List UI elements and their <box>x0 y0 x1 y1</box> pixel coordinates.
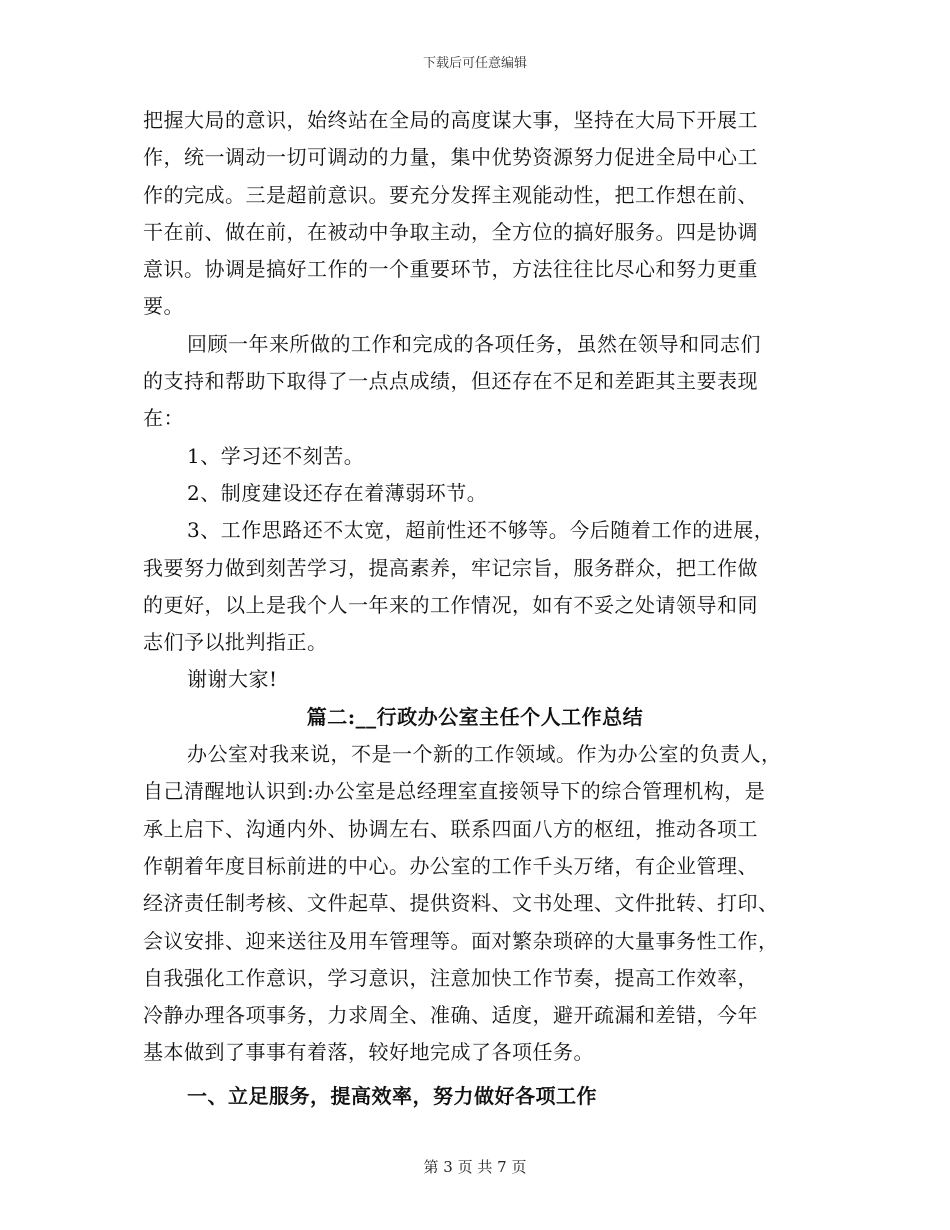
body-line: 冷静办理各项事务，力求周全、准确、适度，避开疏漏和差错，今年 <box>143 1003 758 1028</box>
list-item: 3、工作思路还不太宽，超前性还不够等。今后随着工作的进展， <box>187 518 775 543</box>
body-line: 作，统一调动一切可调动的力量，集中优势资源努力促进全局中心工 <box>143 145 758 170</box>
list-item: 1、学习还不刻苦。 <box>187 443 365 468</box>
body-line: 要。 <box>143 294 184 319</box>
body-line: 会议安排、迎来送往及用车管理等。面对繁杂琐碎的大量事务性工作， <box>143 928 779 953</box>
body-line: 把握大局的意识，始终站在全局的高度谋大事，坚持在大局下开展工 <box>143 108 758 132</box>
body-line: 经济责任制考核、文件起草、提供资料、文书处理、文件批转、打印、 <box>143 891 779 916</box>
body-line: 干在前、做在前，在被动中争取主动，全方位的搞好服务。四是协调 <box>143 219 758 244</box>
body-line: 作朝着年度目标前进的中心。办公室的工作千头万绪，有企业管理、 <box>143 853 758 878</box>
body-line: 意识。协调是搞好工作的一个重要环节，方法往往比尽心和努力更重 <box>143 257 758 282</box>
page-footer: 第 3 页 共 7 页 <box>423 1158 527 1176</box>
body-line: 的更好，以上是我个人一年来的工作情况，如有不妥之处请领导和同 <box>143 592 758 617</box>
body-line: 志们予以批判指正。 <box>143 630 328 655</box>
body-line: 我要努力做到刻苦学习，提高素养，牢记宗旨，服务群众，把工作做 <box>143 555 758 580</box>
body-line: 办公室对我来说，不是一个新的工作领域。作为办公室的负责人， <box>187 742 782 767</box>
body-line: 基本做到了事事有着落，较好地完成了各项任务。 <box>143 1040 594 1065</box>
body-line: 的支持和帮助下取得了一点点成绩，但还存在不足和差距其主要表现 <box>143 369 758 394</box>
section-title: 篇二:__行政办公室主任个人工作总结 <box>306 704 644 729</box>
body-line: 在： <box>143 406 184 431</box>
body-line: 自我强化工作意识，学习意识，注意加快工作节奏，提高工作效率， <box>143 965 758 990</box>
body-line: 作的完成。三是超前意识。要充分发挥主观能动性，把工作想在前、 <box>143 182 758 207</box>
subsection-heading: 一、立足服务，提高效率，努力做好各项工作 <box>187 1083 597 1108</box>
body-line: 承上启下、沟通内外、协调左右、联系四面八方的枢纽，推动各项工 <box>143 816 758 841</box>
closing-line: 谢谢大家! <box>187 667 278 692</box>
document-body <box>143 102 807 1115</box>
list-item: 2、制度建设还存在着薄弱环节。 <box>187 480 488 505</box>
body-line: 回顾一年来所做的工作和完成的各项任务，虽然在领导和同志们 <box>187 331 761 356</box>
page-header: 下载后可任意编辑 <box>422 56 527 71</box>
body-line: 自己清醒地认识到:办公室是总经理室直接领导下的综合管理机构，是 <box>143 779 766 804</box>
